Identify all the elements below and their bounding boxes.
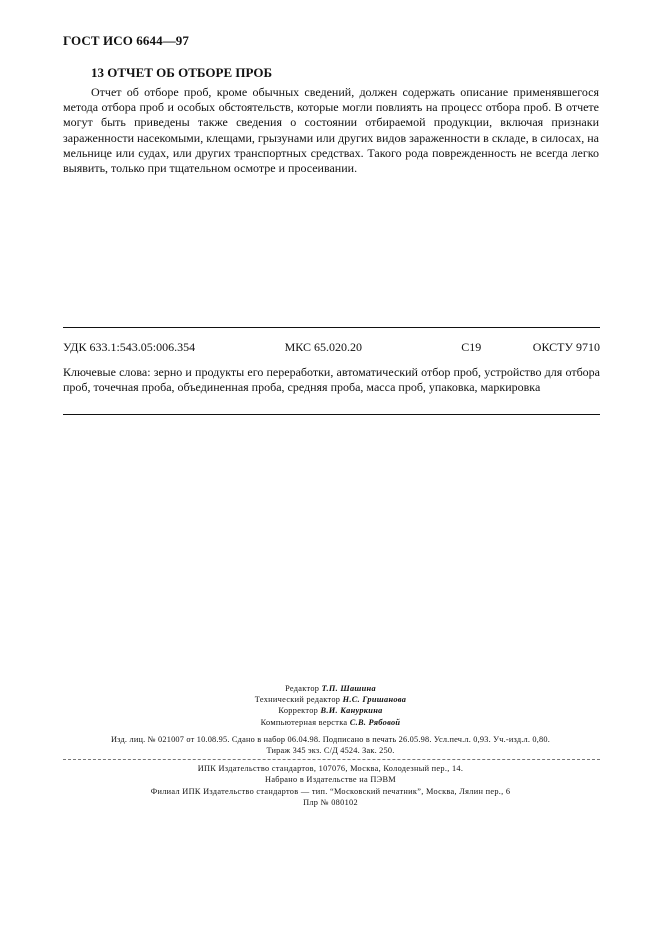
top-divider	[63, 327, 600, 328]
dashed-divider	[63, 759, 600, 760]
bottom-divider	[63, 414, 600, 415]
publisher-line-1: ИПК Издательство стандартов, 107076, Москва, Колодезный пер., 14.	[197, 764, 464, 773]
keywords: Ключевые слова: зерно и продукты его переработки, автоматический отбор проб, устройство для отбора проб, точечная проба, объединенная проба, средняя проба, масса проб, упаковка, маркировка	[63, 365, 600, 394]
okstu-code: ОКСТУ 9710	[532, 340, 600, 354]
classification-row	[63, 340, 600, 355]
imprint-line-1: Изд. лиц. № 021007 от 10.08.95. Сдано в набор 06.04.98. Подписано в печать 26.05.98. Усл.печ.л. 0,93. Уч.-изд.л. 0,80.	[110, 735, 550, 744]
publisher-line-4: Плр № 080102	[303, 798, 358, 808]
section-paragraph: Отчет об отборе проб, кроме обычных сведений, должен содержать описание применявшегося метода отбора проб и особых обстоятельств, которые могли повлиять на процесс отбора проб. В отчете могут быть приведены также сведения о состоянии отбираемой продукции, включая признаки зараженности насекомыми, клещами, грызунами или других видов зараженности в складе, в силосах, на мельнице или судах, или других транспортных средствах. Такого рода поврежденность не всегда легко выявить, только при тщательном осмотре и просеивании.	[63, 85, 599, 176]
imprint-block	[0, 734, 661, 756]
credit-tech-editor: Технический редактор Н.С. Гришанова	[254, 695, 407, 705]
credit-editor: Редактор Т.П. Шашина	[285, 684, 376, 693]
group-code: С19	[461, 340, 482, 354]
udk-code: УДК 633.1:543.05:006.354	[63, 340, 196, 354]
standard-header: ГОСТ ИСО 6644—97	[63, 33, 189, 48]
mks-code: МКС 65.020.20	[284, 340, 362, 354]
section-title: 13 ОТЧЕТ ОБ ОТБОРЕ ПРОБ	[91, 65, 273, 80]
credit-corrector: Корректор В.И. Кануркина	[278, 706, 383, 716]
publisher-block	[0, 763, 661, 809]
imprint-line-2: Тираж 345 экз. С/Д 4524. Зак. 250.	[266, 746, 395, 755]
credit-layout: Компьютерная верстка С.В. Рябовой	[260, 717, 401, 727]
publisher-line-3: Филиал ИПК Издательство стандартов — тип. “Московский печатник”, Москва, Лялин пер., 6	[150, 786, 511, 796]
credits-block	[0, 683, 661, 728]
publisher-line-2: Набрано в Издательстве на ПЭВМ	[265, 775, 396, 785]
